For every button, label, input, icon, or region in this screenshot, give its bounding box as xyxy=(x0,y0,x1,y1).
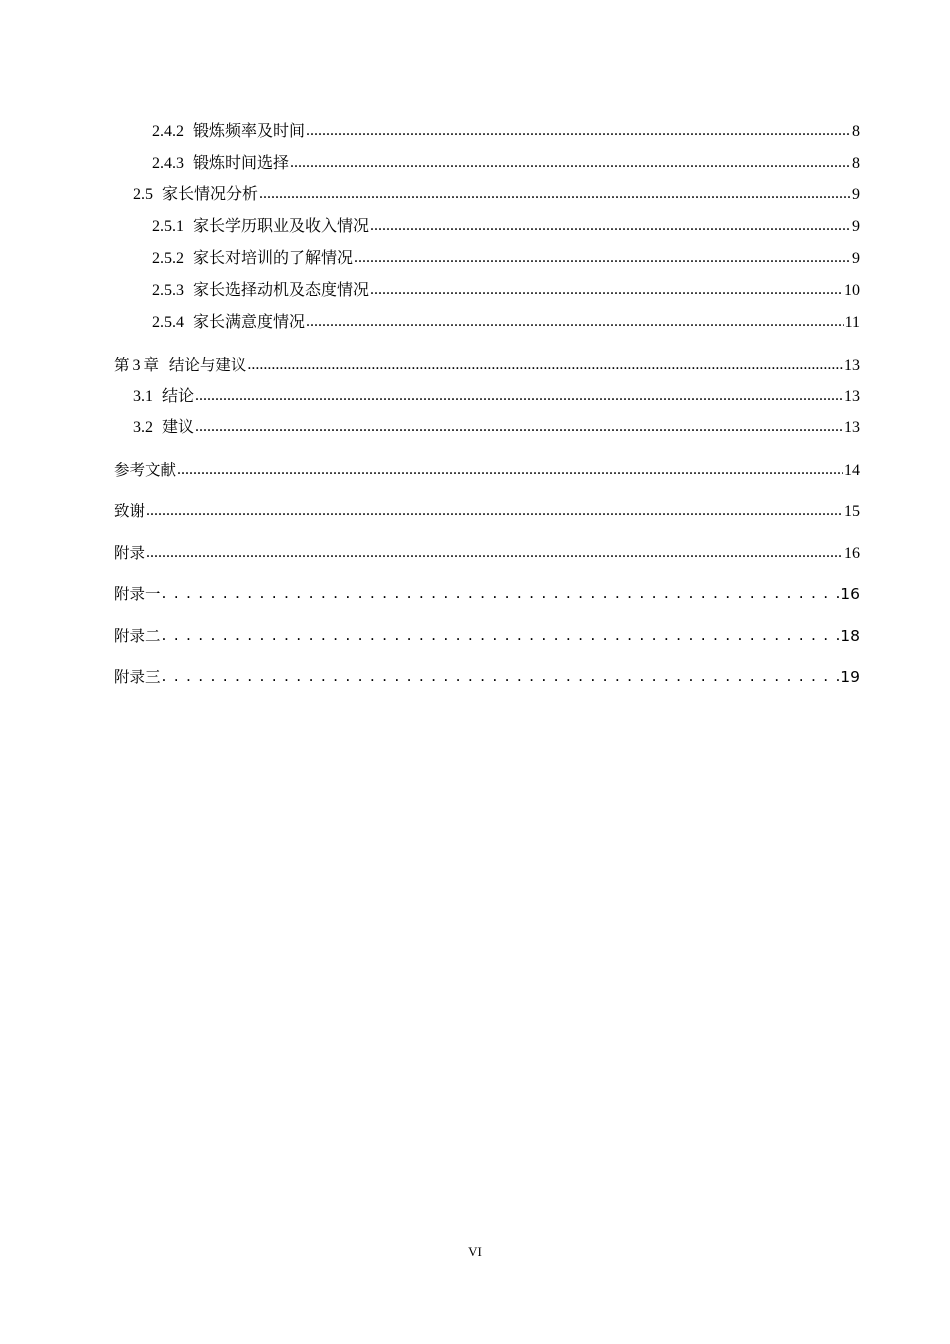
toc-leader xyxy=(162,665,840,687)
toc-entry-page: 15 xyxy=(844,503,860,520)
toc-entry-title: 参考文献 xyxy=(114,461,177,479)
toc-entry-title: 家长情况分析 xyxy=(162,186,259,203)
toc-entry-number: 2.4.2 xyxy=(152,123,184,140)
toc-entry-page: 8 xyxy=(852,155,860,172)
toc-leader xyxy=(259,183,851,205)
toc-entry-page: 8 xyxy=(852,123,860,140)
toc-entry-prefix: 第 xyxy=(114,356,130,374)
page-number: VI xyxy=(468,1244,482,1259)
toc-leader xyxy=(146,541,843,564)
toc-entry-page: 13 xyxy=(844,419,860,436)
toc-chapter-entry[interactable] xyxy=(114,459,860,481)
toc-entry-number: 3.1 xyxy=(133,388,153,405)
toc-entry[interactable] xyxy=(133,184,860,206)
toc-appendix-entry[interactable] xyxy=(114,625,860,647)
toc-appendix-entry[interactable] xyxy=(114,666,860,688)
toc-entry-title: 结论 xyxy=(162,388,195,405)
toc-entry-title: 建议 xyxy=(162,419,195,436)
toc-entry-title: 附录三 xyxy=(114,668,161,686)
toc-entry-number: 2.5 xyxy=(133,186,153,203)
toc-leader xyxy=(195,416,843,438)
toc-entry-title: 家长满意度情况 xyxy=(193,314,306,331)
toc-leader xyxy=(177,458,843,481)
toc-entry-title: 附录 xyxy=(114,544,146,562)
toc-entry-page: 16 xyxy=(840,585,860,603)
toc-entry-page: 9 xyxy=(852,186,860,203)
toc-leader xyxy=(146,499,843,522)
toc-entry-title: 家长学历职业及收入情况 xyxy=(193,218,370,235)
toc-entry[interactable] xyxy=(152,248,860,270)
toc-entry-number: 2.4.3 xyxy=(152,155,184,172)
toc-entry[interactable] xyxy=(133,417,860,439)
toc-entry-page: 10 xyxy=(844,282,860,299)
toc-entry-page: 11 xyxy=(844,314,860,331)
toc-entry[interactable] xyxy=(133,386,860,408)
toc-leader xyxy=(370,215,851,237)
toc-entry-title: 附录一 xyxy=(114,585,161,603)
toc-entry-page: 16 xyxy=(844,545,860,562)
toc-entry-number: 3.2 xyxy=(133,419,153,436)
toc-leader xyxy=(162,624,840,646)
toc-entry-title: 章 结论与建议 xyxy=(143,356,247,374)
toc-leader xyxy=(247,353,843,376)
toc-entry-number: 2.5.4 xyxy=(152,314,184,331)
toc-entry-title: 家长选择动机及态度情况 xyxy=(193,282,370,299)
toc-entry[interactable] xyxy=(152,280,860,302)
toc-leader xyxy=(162,582,840,604)
toc-leader xyxy=(354,247,851,269)
toc-leader xyxy=(290,152,851,174)
toc-entry-page: 19 xyxy=(840,668,860,686)
toc-leader xyxy=(370,279,843,301)
toc-entry-title: 附录二 xyxy=(114,627,161,645)
toc-entry[interactable] xyxy=(152,312,860,334)
toc-entry-page: 13 xyxy=(844,388,860,405)
toc-entry-number: 2.5.2 xyxy=(152,250,184,267)
toc-entry[interactable] xyxy=(152,121,860,143)
toc-entry[interactable] xyxy=(152,216,860,238)
toc-appendix-entry[interactable] xyxy=(114,583,860,605)
toc-entry-page: 14 xyxy=(844,462,860,479)
toc-entry[interactable] xyxy=(152,153,860,175)
toc-chapter-entry[interactable] xyxy=(114,500,860,522)
toc-entry-title: 家长对培训的了解情况 xyxy=(193,250,354,267)
toc-entry-title: 锻炼时间选择 xyxy=(193,155,290,172)
toc-entry-page: 9 xyxy=(852,218,860,235)
toc-chapter-entry[interactable] xyxy=(114,542,860,564)
toc-entry-number: 2.5.1 xyxy=(152,218,184,235)
toc-leader xyxy=(195,385,843,407)
toc-entry-page: 13 xyxy=(844,357,860,374)
toc-entry-number: 2.5.3 xyxy=(152,282,184,299)
toc-entry-number: 3 xyxy=(132,357,141,374)
toc-leader xyxy=(306,311,844,333)
toc-entry-title: 锻炼频率及时间 xyxy=(193,123,306,140)
toc-entry-page: 9 xyxy=(852,250,860,267)
toc-entry-page: 18 xyxy=(840,627,860,645)
toc-entry-title: 致谢 xyxy=(114,502,146,520)
toc-chapter-entry[interactable] xyxy=(114,354,860,376)
toc-leader xyxy=(306,120,851,142)
